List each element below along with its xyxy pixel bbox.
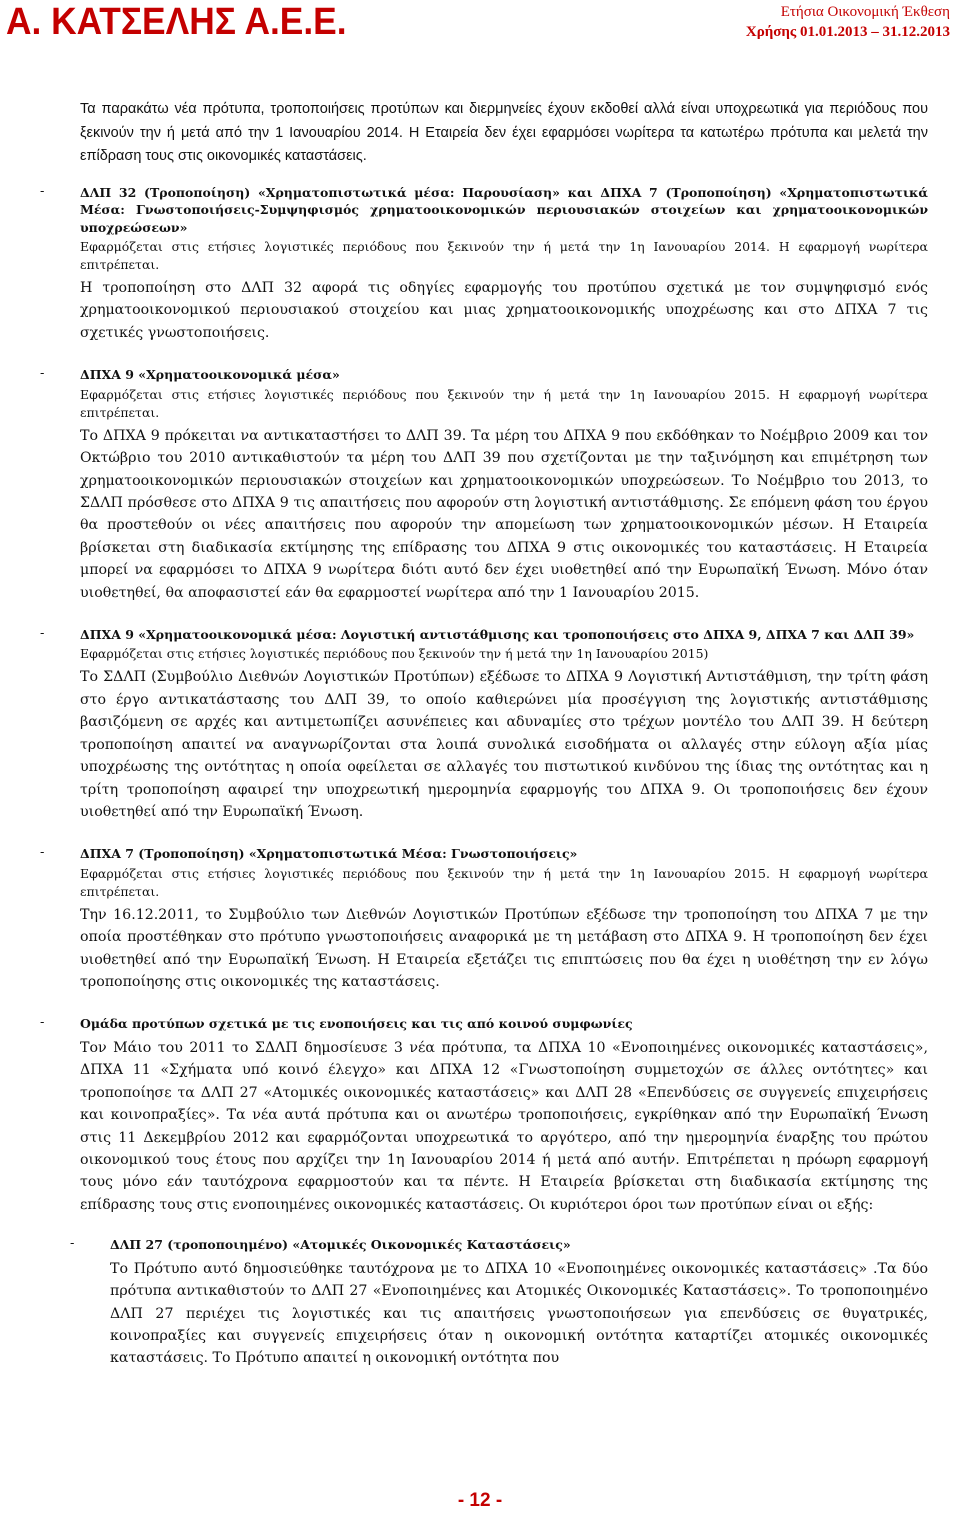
- list-dash: -: [40, 845, 45, 861]
- list-dash: -: [40, 183, 45, 199]
- section-body: Το ΔΠΧΑ 9 πρόκειται να αντικαταστήσει το ΔΛΠ 39. Τα μέρη του ΔΠΧΑ 9 που εκδόθηκαν το Νοέμβριο 2009 και τον Οκτώβριο του 2010 αντικαθιστούν τα μέρη του ΔΛΠ 39 που σχετίζονται με την ταξινόμηση και επιμέτρηση των χρηματοοικονομικών περιουσιακών στοιχείων και χρηματοοικονομικών υποχρεώσεων. Το Νοέμβριο του 2013, το ΣΔΛΠ πρόσθεσε στο ΔΠΧΑ 9 τις απαιτήσεις που αφορούν στη λογιστική αντιστάθμισης. Σε επόμενη φάση του έργου θα προστεθούν οι νέες απαιτήσεις που αφορούν την απομείωση των χρηματοοικονομικών μέσων. Η Εταιρεία βρίσκεται στη διαδικασία εκτίμησης της επίδρασης του ΔΠΧΑ 9 στις οικονομικές του καταστάσεις. Η Εταιρεία μπορεί να εφαρμόσει το ΔΠΧΑ 9 νωρίτερα διότι αυτό δεν έχει υιοθετηθεί από την Ευρωπαϊκή Ένωση. Μόνο όταν υιοθετηθεί, θα αποφασιστεί εάν θα εφαρμοστεί νωρίτερα από την 1 Ιανουαρίου 2015.: [80, 427, 928, 601]
- report-title-block: [746, 2, 950, 42]
- section-applies: Εφαρμόζεται στις ετήσιες λογιστικές περιόδους που ξεκινούν την ή μετά την 1η Ιανουαρίου 2015): [80, 646, 709, 662]
- section-title: Ομάδα προτύπων σχετικά με τις ενοποιήσεις και τις από κοινού συμφωνίες: [80, 1016, 633, 1032]
- report-period: Χρήσης 01.01.2013 – 31.12.2013: [745, 24, 950, 40]
- page-header: [0, 0, 960, 46]
- company-logo: Α. ΚΑΤΣΕΛΗΣ Α.Ε.Ε.: [6, 1, 347, 43]
- list-dash: -: [40, 625, 45, 641]
- report-title: Ετήσια Οικονομική Έκθεση: [780, 4, 950, 20]
- section-ifrs9: [40, 366, 928, 604]
- section-applies: Εφαρμόζεται στις ετήσιες λογιστικές περιόδους που ξεκινούν την ή μετά την 1η Ιανουαρίου 2015. Η εφαρμογή νωρίτερα επιτρέπεται.: [80, 865, 928, 899]
- section-ias32-ifrs7: [40, 183, 928, 345]
- section-body: Την 16.12.2011, το Συμβούλιο των Διεθνών Λογιστικών Προτύπων εξέδωσε την τροποποίηση του ΔΠΧΑ 7 με την οποία προστέθηκαν στο πρότυπο γνωστοποιήσεις αναφορικά με τη μετάβαση στο ΔΠΧΑ 9. Η τροποποίηση δεν έχει υιοθετηθεί από την Ευρωπαϊκή Ένωση. Η Εταιρεία εξετάζει τις επιπτώσεις που θα έχει η υιοθέτηση την εν λόγω τροποποίησης στις οικονομικές της καταστάσεις.: [80, 906, 928, 991]
- list-dash: -: [40, 1015, 45, 1031]
- section-applies: Εφαρμόζεται στις ετήσιες λογιστικές περιόδους που ξεκινούν την ή μετά την 1η Ιανουαρίου 2014. Η εφαρμογή νωρίτερα επιτρέπεται.: [80, 239, 928, 272]
- subsection-ias27: [70, 1236, 928, 1370]
- section-consolidation-group: [40, 1015, 928, 1216]
- section-ifrs7: [40, 845, 928, 993]
- section-body: Τον Μάιο του 2011 το ΣΔΛΠ δημοσίευσε 3 νέα πρότυπα, τα ΔΠΧΑ 10 «Ενοποιημένες οικονομικές καταστάσεις», ΔΠΧΑ 11 «Σχήματα υπό κοινό έλεγχο» και ΔΠΧΑ 12 «Γνωστοποίηση συμμετοχών σε άλλες οντότητες» και τροποποίησε τα ΔΛΠ 27 «Ατομικές οικονομικές καταστάσεις» και ΔΛΠ 28 «Επενδύσεις σε συγγενείς επιχειρήσεις και κοινοπραξίες». Τα νέα αυτά πρότυπα και οι ανωτέρω τροποποιήσεις, εγκρίθηκαν από την Ευρωπαϊκή Ένωση στις 11 Δεκεμβρίου 2012 και εφαρμόζονται υποχρεωτικά το αργότερο, από την ημερομηνία έναρξης του πρώτου οικονομικού τους έτους που αρχίζει την 1η Ιανουαρίου 2014 ή μετά από αυτήν. Επιτρέπεται η πρόωρη εφαρμογή τους μόνο εάν ταυτόχρονα εφαρμοστούν και τα πέντε. Η Εταιρεία βρίσκεται στη διαδικασία εκτίμησης της επίδρασης τους στις ενοποιημένες οικονομικές καταστάσεις. Οι κυριότεροι όροι των προτύπων είναι οι εξής:: [80, 1039, 928, 1213]
- section-title: ΔΠΧΑ 9 «Χρηματοοικονομικά μέσα»: [80, 367, 340, 383]
- document-body: [40, 98, 928, 1370]
- section-title: ΔΠΧΑ 7 (Τροποποίηση) «Χρηματοπιστωτικά Μέσα: Γνωστοποιήσεις»: [80, 846, 578, 862]
- subsection-body: Το Πρότυπο αυτό δημοσιεύθηκε ταυτόχρονα με το ΔΠΧΑ 10 «Ενοποιημένες οικονομικές καταστάσεις» .Τα δύο πρότυπα αντικαθιστούν το ΔΛΠ 27 «Ενοποιημένες και Ατομικές Οικονομικές Καταστάσεις». Το τροποποιημένο ΔΛΠ 27 περιέχει τις λογιστικές και τις απαιτήσεις γνωστοποιήσεων για επενδύσεις σε θυγατρικές, κοινοπραξίες και συγγενείς επιχειρήσεις όταν η οικονομική οντότητα καταρτίζει ατομικές οικονομικές καταστάσεις. Το Πρότυπο απαιτεί η οικονομική οντότητα που: [110, 1260, 928, 1367]
- page-number: - 12 -: [457, 1490, 503, 1511]
- section-body: Το ΣΔΛΠ (Συμβούλιο Διεθνών Λογιστικών Προτύπων) εξέδωσε το ΔΠΧΑ 9 Λογιστική Αντιστάθμιση, την τρίτη φάση στο έργο αντικατάστασης του ΔΛΠ 39, το οποίο καθιερώνει μία προσέγγιση της λογιστικής αντιστάθμισης βασιζόμενη σε αρχές και αντιμετωπίζει ασυνέπειες και αδυναμίες στο τρέχων μοντέλο του ΔΛΠ 39. Η δεύτερη τροποποίηση απαιτεί να αναγνωρίζονται στα λοιπά συνολικά εισοδήματα οι αλλαγές στην εύλογη αξία μίας υποχρέωσης της οντότητας η οποία οφείλεται σε αλλαγές του πιστωτικού κινδύνου της ίδιας της οντότητας και η τρίτη τροποποίηση αφαιρεί την υποχρεωτική ημερομηνία εφαρμογής του ΔΠΧΑ 9. Οι τροποποιήσεις δεν έχουν υιοθετηθεί από την Ευρωπαϊκή Ένωση.: [80, 669, 928, 820]
- intro-paragraph: Τα παρακάτω νέα πρότυπα, τροποποιήσεις προτύπων και διερμηνείες έχουν εκδοθεί αλλά είναι υποχρεωτικά για περιόδους που ξεκινούν την ή μετά από την 1 Ιανουαρίου 2014. Η Εταιρεία δεν έχει εφαρμόσει νωρίτερα τα κατωτέρω πρότυπα και μελετά την επίδραση τους στις οικονομικές καταστάσεις.: [80, 101, 928, 164]
- subsection-title: ΔΛΠ 27 (τροποποιημένο) «Ατομικές Οικονομικές Καταστάσεις»: [110, 1237, 571, 1253]
- list-dash: -: [70, 1236, 75, 1252]
- section-title: ΔΛΠ 32 (Τροποποίηση) «Χρηματοπιστωτικά μέσα: Παρουσίαση» και ΔΠΧΑ 7 (Τροποποίηση) «Χρηματοπιστωτικά Μέσα: Γνωστοποιήσεις-Συμψηφισμός χρηματοοικονομικών περιουσιακών στοιχείων και χρηματοοικονομικών υποχρεώσεων»: [80, 184, 928, 235]
- section-ifrs9-hedge: [40, 625, 928, 823]
- section-applies: Εφαρμόζεται στις ετήσιες λογιστικές περιόδους που ξεκινούν την ή μετά την 1η Ιανουαρίου 2015. Η εφαρμογή νωρίτερα επιτρέπεται.: [80, 386, 928, 420]
- section-body: Η τροποποίηση στο ΔΛΠ 32 αφορά τις οδηγίες εφαρμογής του προτύπου σχετικά με τον συμψηφισμό ενός χρηματοοικονομικού περιουσιακού στοιχείου και μιας χρηματοοικονομικής υποχρέωσης και στο ΔΠΧΑ 7 τις σχετικές γνωστοποιήσεις.: [80, 280, 928, 341]
- section-title: ΔΠΧΑ 9 «Χρηματοοικονομικά μέσα: Λογιστική αντιστάθμισης και τροποποιήσεις στο ΔΠΧΑ 9, ΔΠΧΑ 7 και ΔΛΠ 39»: [80, 626, 915, 642]
- list-dash: -: [40, 366, 45, 382]
